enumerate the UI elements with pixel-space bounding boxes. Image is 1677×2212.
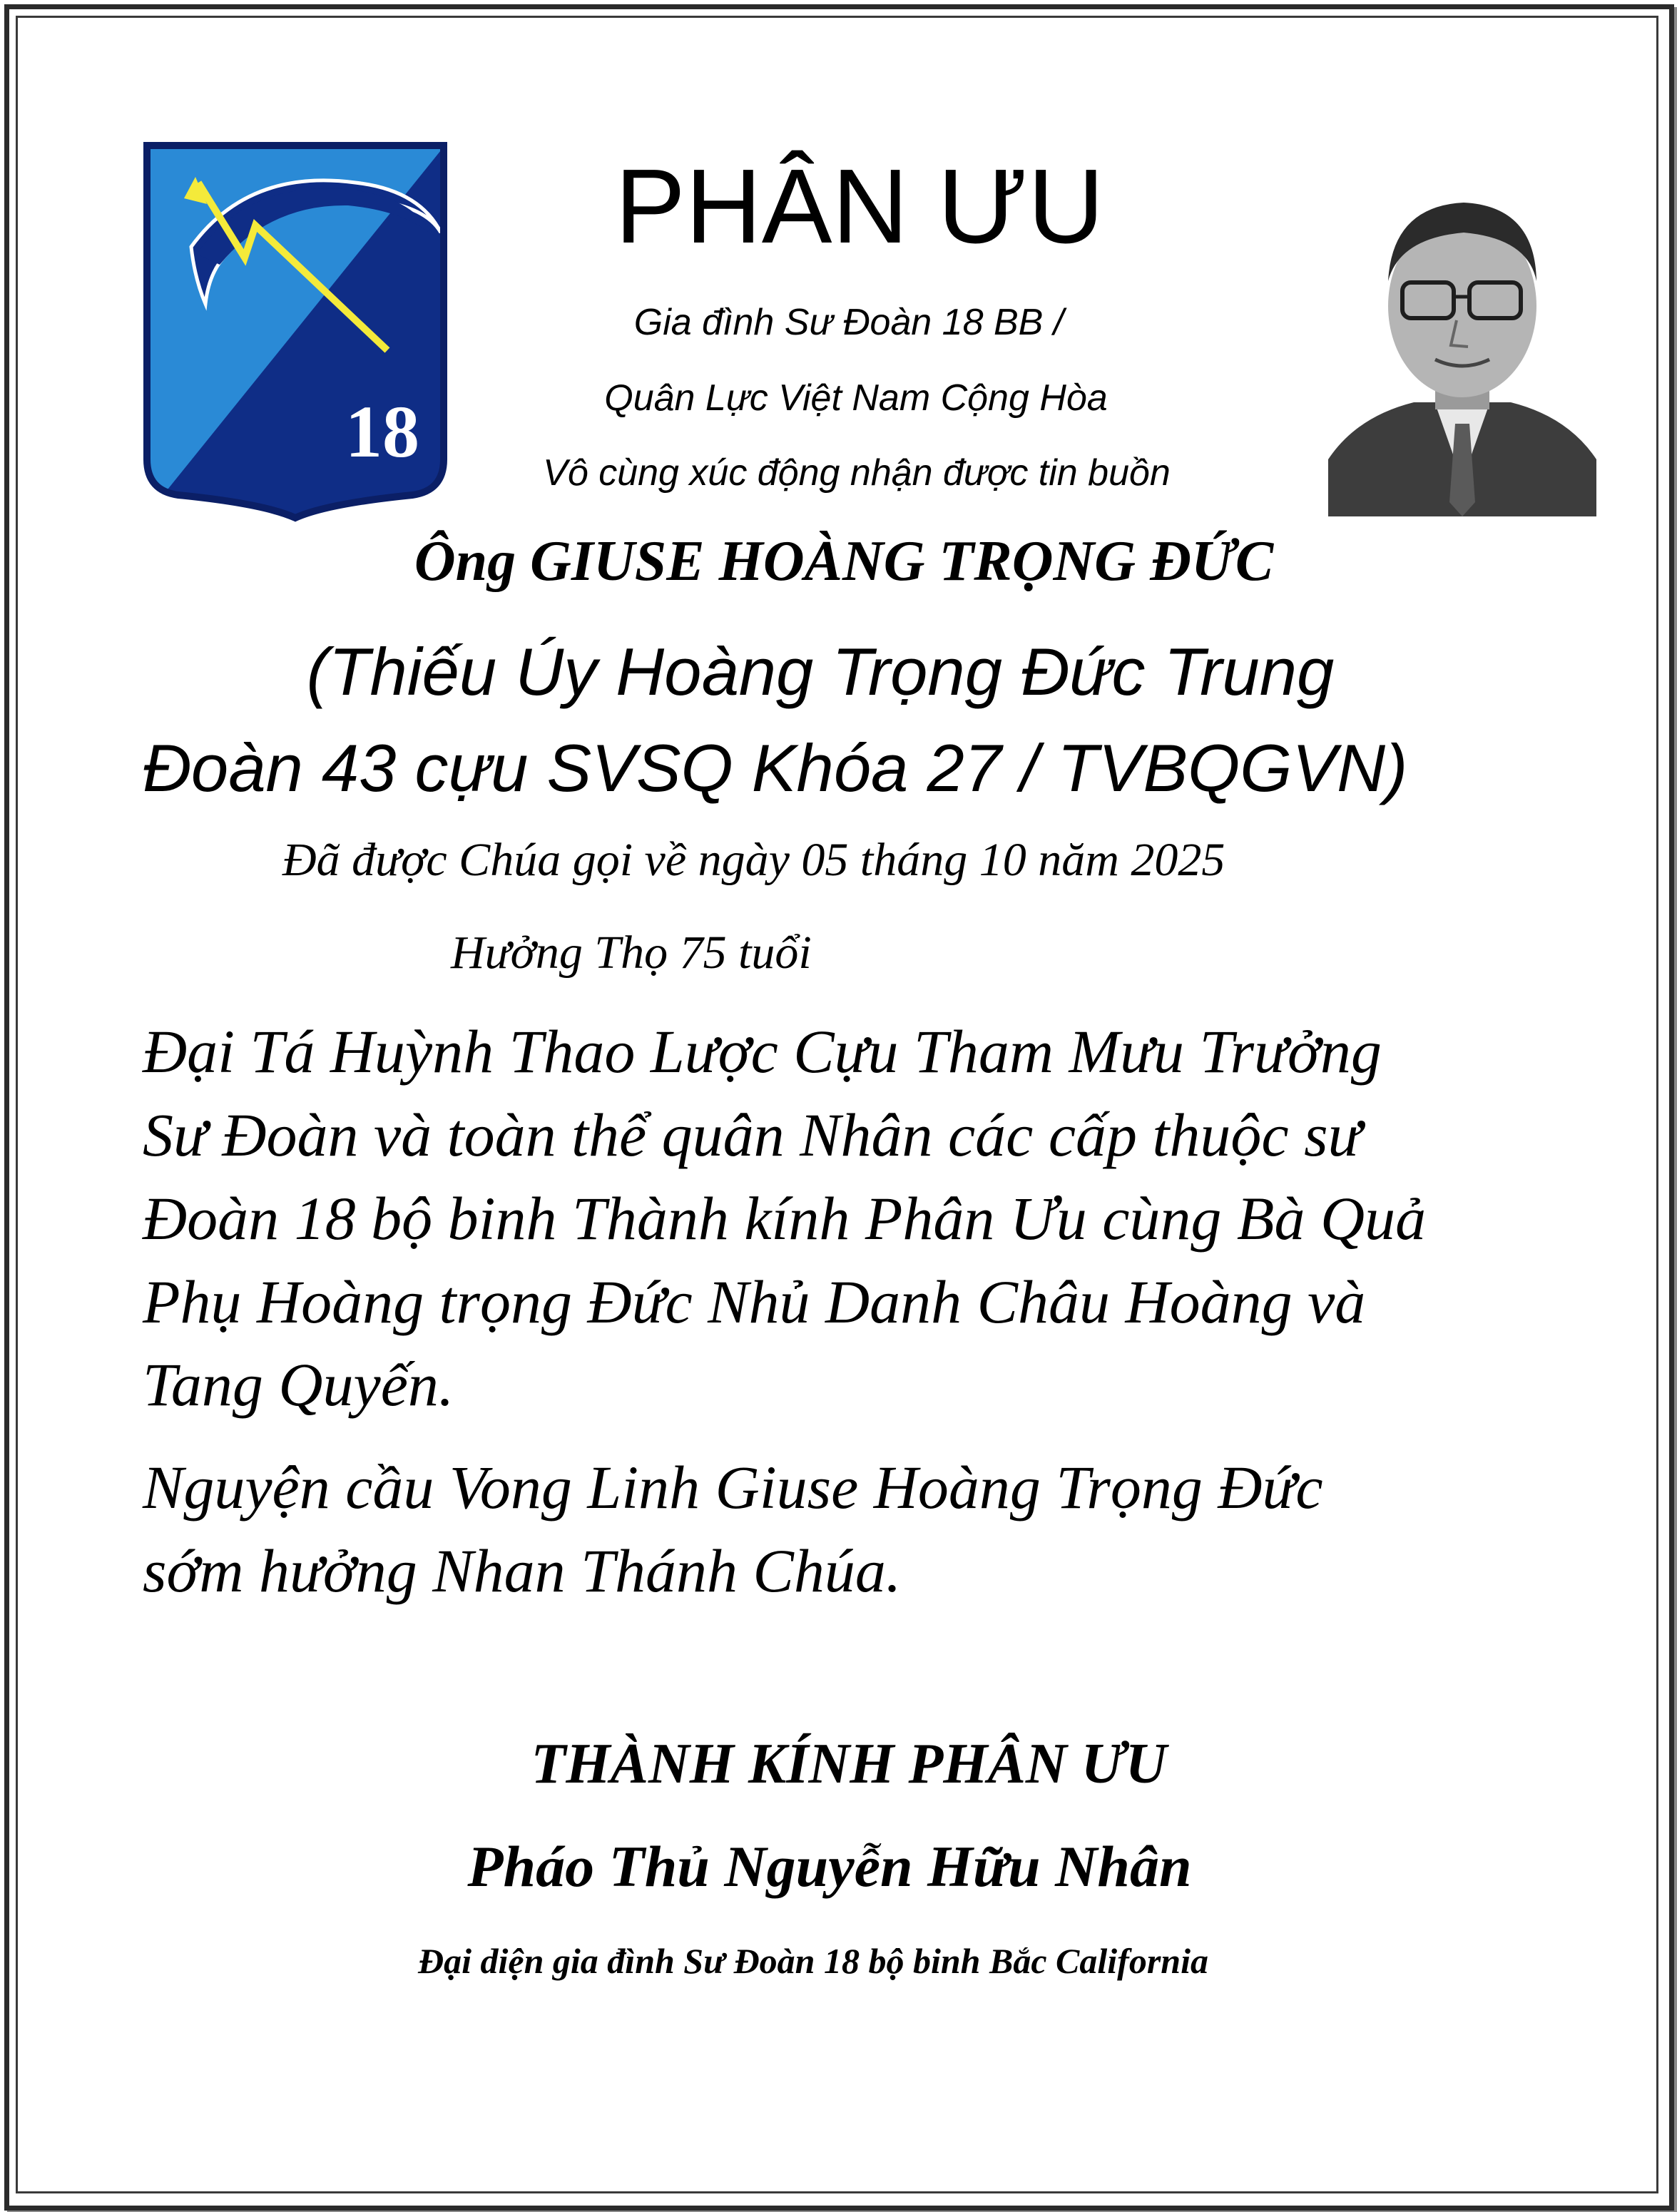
message-line: Đại Tá Huỳnh Thao Lược Cựu Tham Mưu Trưởng (143, 1017, 1382, 1086)
passing-date: Đã được Chúa gọi về ngày 05 tháng 10 năm 2025 (282, 834, 1225, 886)
deceased-name: Ông GIUSE HOÀNG TRỌNG ĐỨC (414, 530, 1274, 593)
message-line: Tang Quyến. (143, 1350, 454, 1419)
emblem-number: 18 (345, 391, 419, 473)
intro-line-3: Vô cùng xúc động nhận được tin buồn (543, 452, 1171, 494)
message-line: Phụ Hoàng trọng Đức Nhủ Danh Châu Hoàng và (143, 1268, 1366, 1336)
closing-heading: THÀNH KÍNH PHÂN ƯU (531, 1733, 1167, 1795)
message-line: Sư Đoàn và toàn thể quân Nhân các cấp thuộc sư (143, 1101, 1362, 1169)
signer-name: Pháo Thủ Nguyễn Hữu Nhân (467, 1834, 1192, 1899)
prayer-line: sớm hưởng Nhan Thánh Chúa. (143, 1536, 902, 1605)
prayer-line: Nguyện cầu Vong Linh Giuse Hoàng Trọng Đức (143, 1453, 1323, 1522)
age-at-death: Hưởng Thọ 75 tuổi (451, 927, 812, 979)
intro-line-1: Gia đình Sư Đoàn 18 BB / (633, 302, 1064, 343)
intro-line-2: Quân Lực Việt Nam Cộng Hòa (604, 377, 1108, 419)
page-title: PHÂN ƯU (615, 148, 1104, 265)
rank-line-2: Đoàn 43 cựu SVSQ Khóa 27 / TVBQGVN) (143, 730, 1408, 805)
rank-line-1: (Thiếu Úy Hoàng Trọng Đức Trung (306, 634, 1335, 709)
message-line: Đoàn 18 bộ binh Thành kính Phân Ưu cùng Bà Quả (143, 1184, 1427, 1253)
representative-line: Đại diện gia đình Sư Đoàn 18 bộ binh Bắc California (418, 1941, 1208, 1981)
